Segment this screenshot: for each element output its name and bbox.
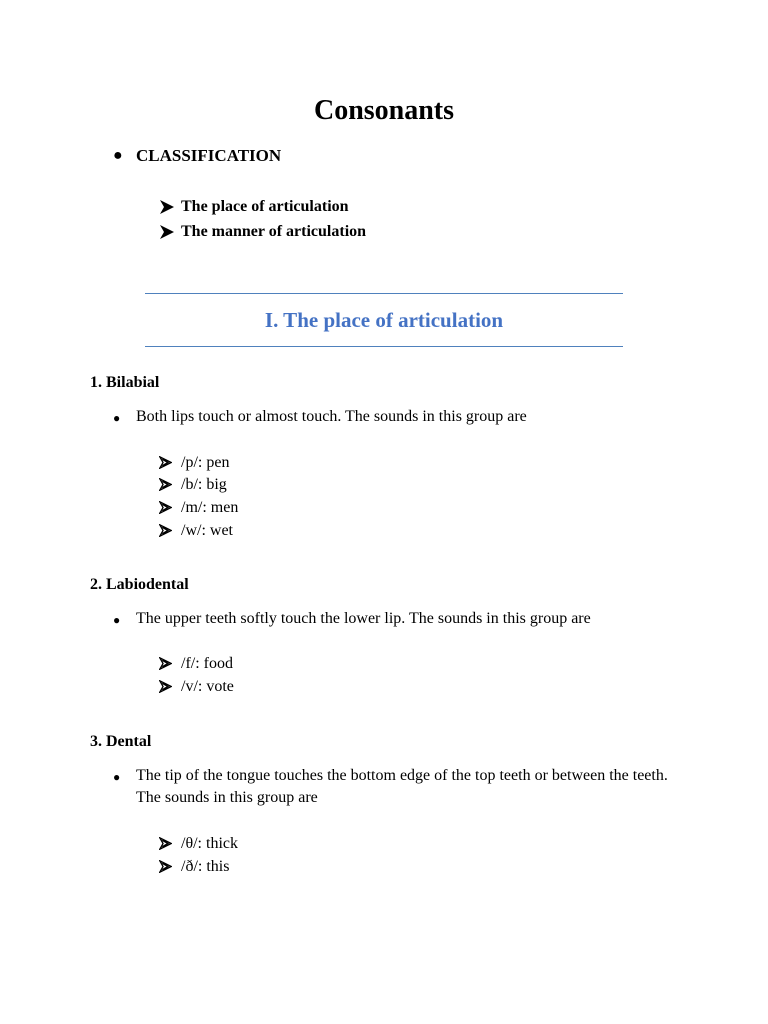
bullet-dot: ● (113, 770, 121, 784)
group-description: Both lips touch or almost touch. The sounds in this group are (136, 408, 527, 425)
arrow-bullet-icon (159, 478, 172, 491)
section-heading: I. The place of articulation (264, 308, 504, 332)
classification-label: CLASSIFICATION (136, 146, 282, 165)
group-heading: 3. Dental (90, 733, 152, 750)
sound-item: /ð/: this (181, 858, 230, 875)
sound-item: /b/: big (181, 476, 227, 493)
arrow-bullet-icon (159, 860, 172, 873)
heading-bottom-rule (145, 346, 623, 347)
sound-item: /p/: pen (181, 454, 230, 471)
sound-item: /θ/: thick (181, 835, 238, 852)
page-title: Consonants (313, 95, 455, 126)
heading-top-rule (145, 293, 623, 294)
classification-item: The manner of articulation (181, 223, 367, 240)
bullet-dot: ● (113, 147, 123, 164)
group-description: The tip of the tongue touches the bottom edge of the top teeth or between the teeth. The sounds in this group are (136, 767, 668, 806)
sound-item: /f/: food (181, 655, 233, 672)
sound-item: /v/: vote (181, 678, 234, 695)
group-heading: 1. Bilabial (90, 374, 160, 391)
arrow-bullet-icon (159, 199, 175, 215)
arrow-bullet-icon (159, 680, 172, 693)
bullet-dot: ● (113, 411, 121, 425)
sound-item: /m/: men (181, 499, 239, 516)
arrow-bullet-icon (159, 837, 172, 850)
group-heading: 2. Labiodental (90, 576, 189, 593)
classification-item: The place of articulation (181, 198, 349, 215)
arrow-bullet-icon (159, 224, 175, 240)
arrow-bullet-icon (159, 657, 172, 670)
group-description: The upper teeth softly touch the lower lip. The sounds in this group are (136, 610, 591, 627)
bullet-dot: ● (113, 613, 121, 627)
arrow-bullet-icon (159, 501, 172, 514)
arrow-bullet-icon (159, 524, 172, 537)
sound-item: /w/: wet (181, 522, 233, 539)
arrow-bullet-icon (159, 456, 172, 469)
